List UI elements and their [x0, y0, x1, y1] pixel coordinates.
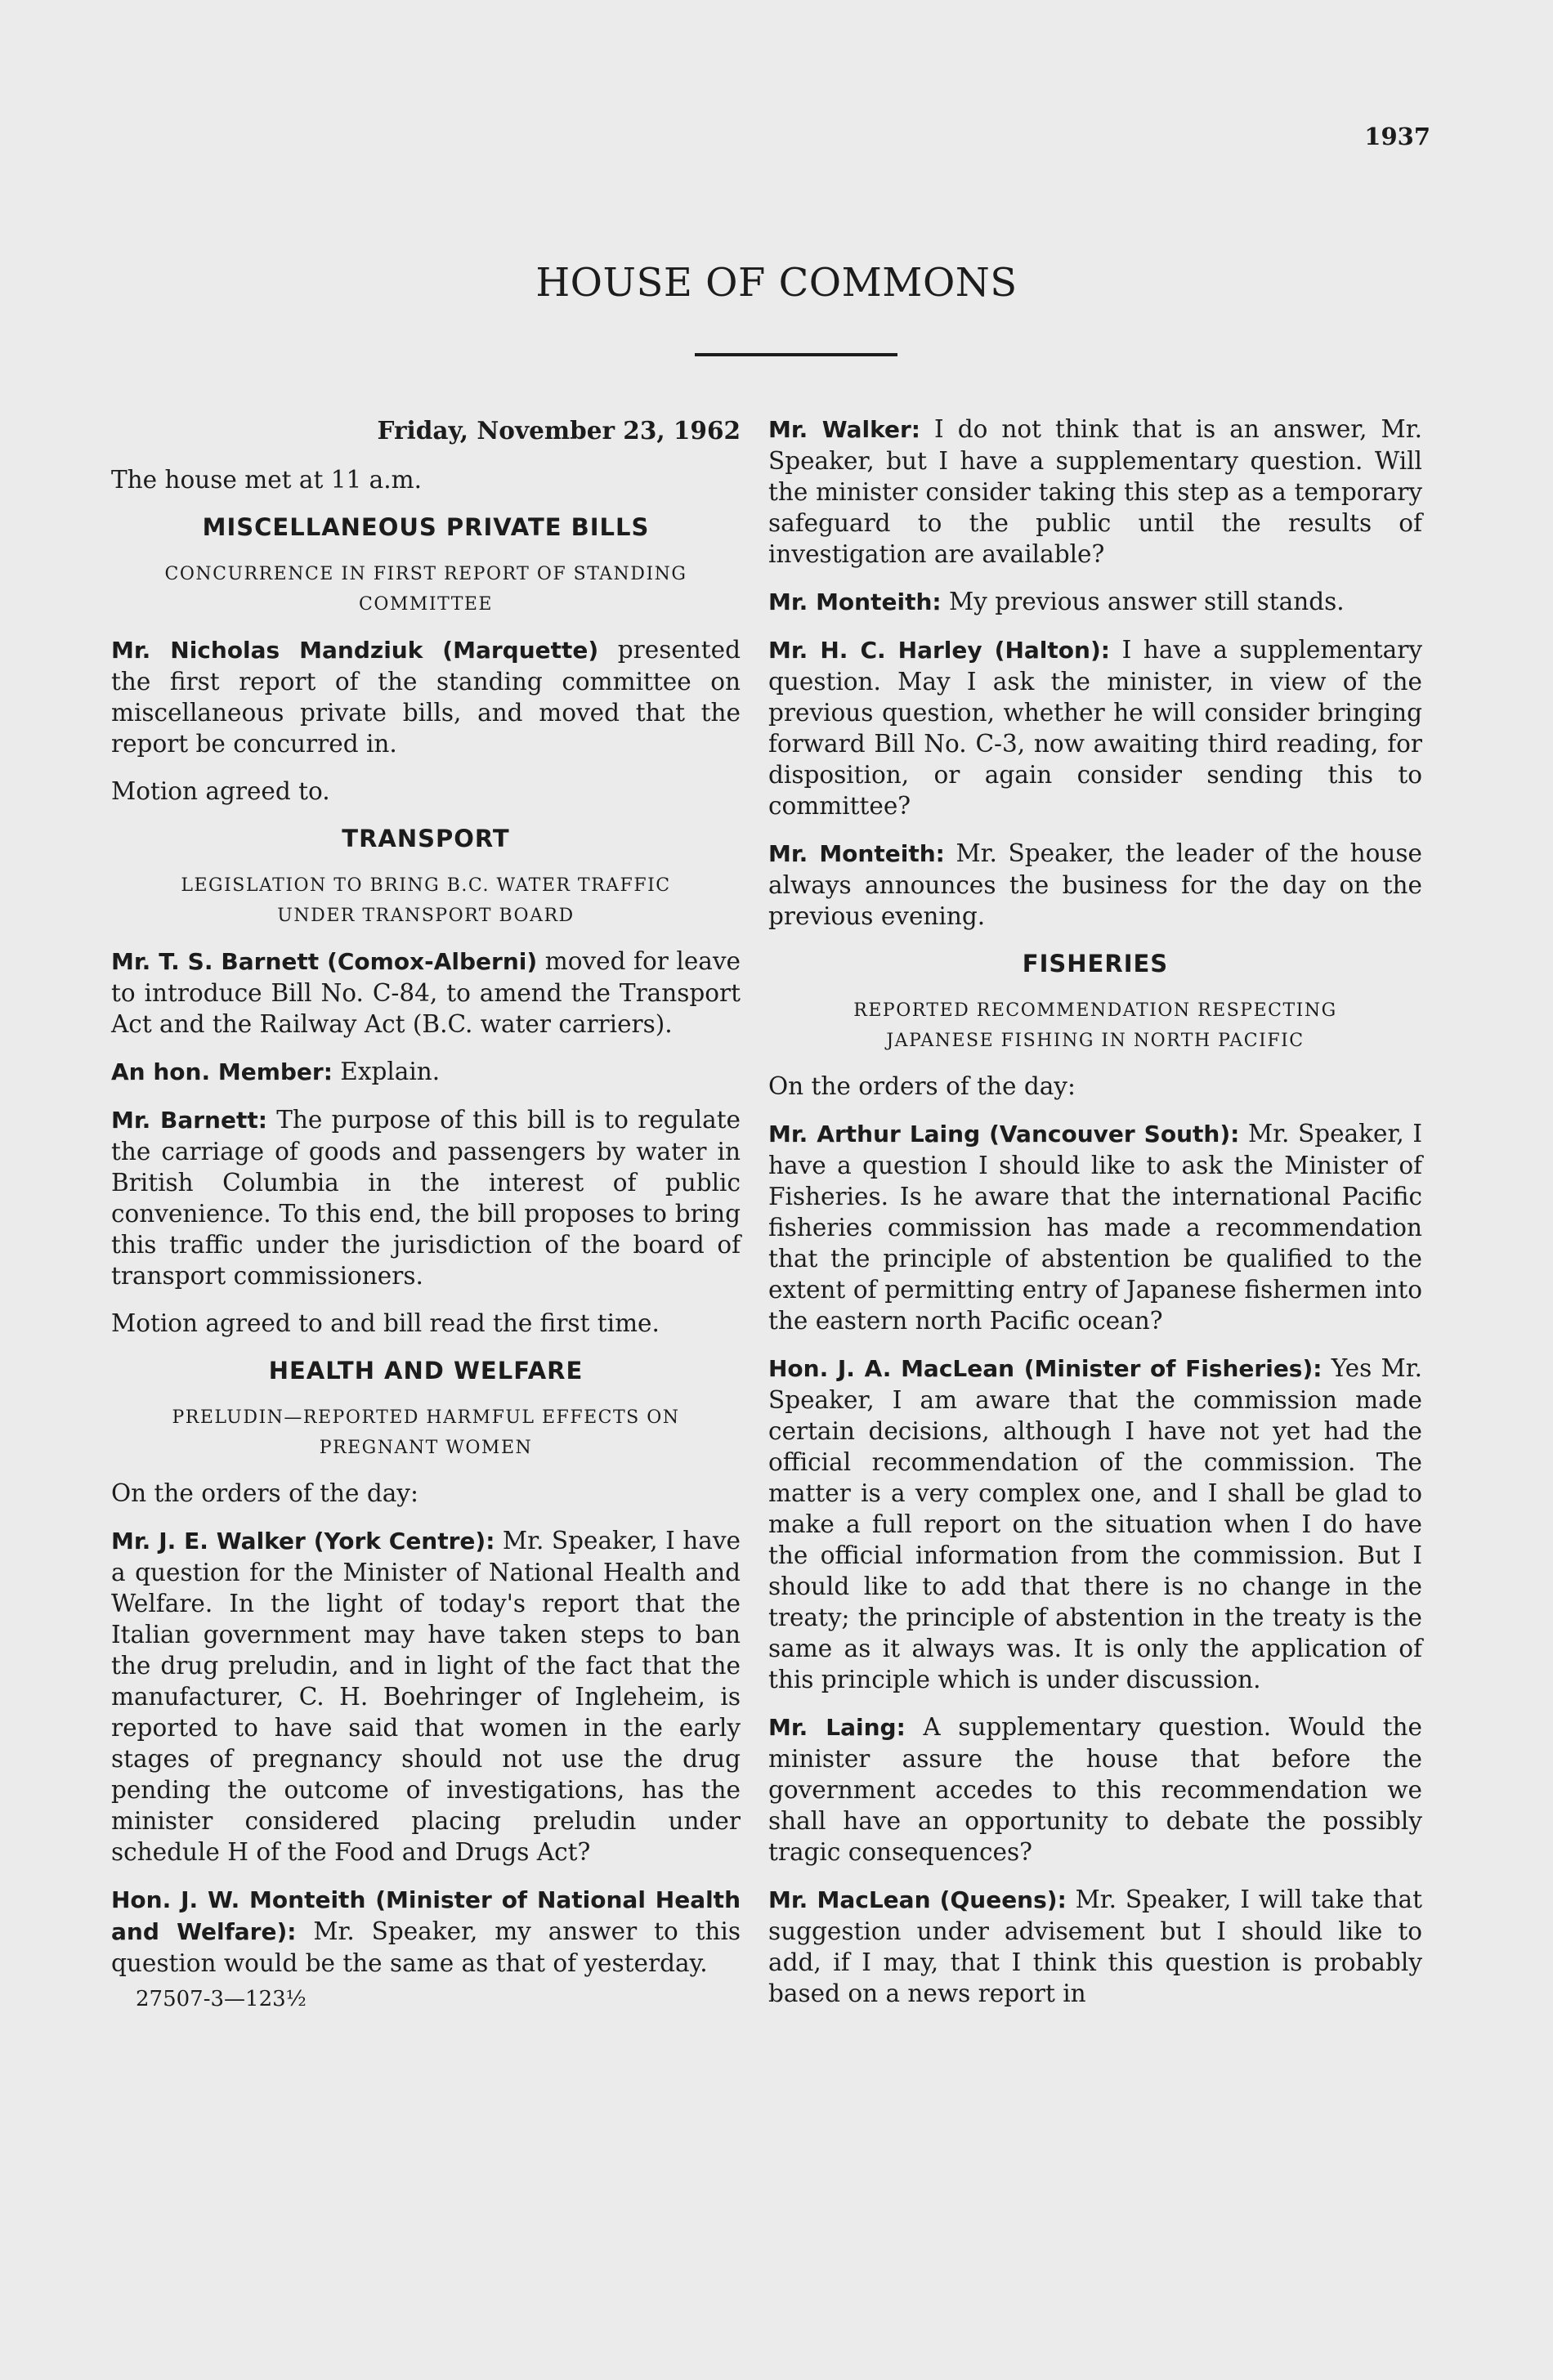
subheading-water-traffic: LEGISLATION TO BRING B.C. WATER TRAFFIC UNDER TRANSPORT BOARD [181, 875, 671, 926]
paragraph [768, 414, 1422, 570]
speaker-name: Mr. Laing: [768, 1714, 906, 1741]
paragraph: On the orders of the day: [111, 1479, 418, 1507]
speaker-name: Mr. Barnett: [111, 1107, 267, 1134]
page-title: HOUSE OF COMMONS [535, 260, 1018, 306]
paragraph-text: Mr. Speaker, the leader of the house always announces the business for the day on the previous evening. [768, 839, 1422, 930]
section-heading-health: HEALTH AND WELFARE [268, 1357, 584, 1385]
paragraph [111, 1056, 741, 1088]
speaker-name: Hon. J. A. MacLean (Minister of Fisheries): [768, 1355, 1323, 1382]
speaker-name: Mr. Walker: [768, 416, 920, 443]
right-column [768, 414, 1422, 2025]
speaker-name: Mr. H. C. Harley (Halton): [768, 637, 1110, 664]
paragraph [111, 634, 741, 759]
speaker-name: Mr. J. E. Walker (York Centre): [111, 1528, 495, 1555]
paragraph-text: The purpose of this bill is to regulate the carriage of goods and passengers by water in British Columbia in the interest of public convenience. To this end, the bill proposes to bring this traffic under the jurisdiction of the board of transport commissioners. [111, 1106, 741, 1290]
paragraph-text: A supplementary question. Would the minister assure the house that before the government accedes to this recommendation we shall have an opportunity to debate the possibly tragic consequences? [768, 1713, 1423, 1866]
paragraph: Motion agreed to and bill read the first time. [111, 1309, 660, 1337]
section-heading-transport: TRANSPORT [342, 825, 510, 852]
page-number: 1937 [1364, 123, 1430, 150]
speaker-name: An hon. Member: [111, 1058, 333, 1085]
dateline: Friday, November 23, 1962 [377, 416, 741, 445]
paragraph-text: presented the first report of the standing committee on miscellaneous private bills, and moved that the report be concurred in. [111, 636, 741, 758]
paragraph [768, 838, 1422, 932]
paragraph [111, 1525, 741, 1868]
paragraph-text: I do not think that is an answer, Mr. Speaker, but I have a supplementary question. Will the minister consider taking this step as a temporary safeguard to the public until the results of investigation are available? [768, 415, 1423, 568]
paragraph [111, 1884, 741, 1979]
paragraph-text: Mr. Speaker, I have a question for the Minister of National Health and Welfare. In the light of today's report that the Italian government may have taken steps to ban the drug preludin, and in light of the fact that the manufacturer, C. H. Boehringer of Ingleheim, is reported to have said that women in the early stages of pregnancy should not use the drug pending the outcome of investigations, has the minister considered placing preludin under schedule H of the Food and Drugs Act? [111, 1527, 741, 1866]
paragraph [768, 1353, 1422, 1695]
left-column [111, 415, 741, 2015]
paragraph-text: moved for leave to introduce Bill No. C-84, to amend the Transport Act and the Railway Act (B.C. water carriers). [111, 947, 741, 1038]
paragraph-text: My previous answer still stands. [941, 588, 1345, 615]
paragraph-text: I have a supplementary question. May I ask the minister, in view of the previous question, whether he will consider bringing forward Bill No. C-3, now awaiting third reading, for disposition, or again consider sending this to committee? [768, 636, 1422, 820]
subheading-committee-report: CONCURRENCE IN FIRST REPORT OF STANDING COMMITTEE [164, 564, 687, 615]
paragraph: Motion agreed to. [111, 777, 330, 805]
speaker-name: Mr. Arthur Laing (Vancouver South): [768, 1121, 1240, 1148]
speaker-name: Mr. T. S. Barnett (Comox-Alberni) [111, 948, 538, 975]
speaker-name: Mr. Nicholas Mandziuk (Marquette) [111, 637, 599, 664]
paragraph [768, 586, 1422, 618]
section-heading-private-bills: MISCELLANEOUS PRIVATE BILLS [202, 513, 650, 541]
paragraph [111, 1104, 741, 1291]
print-reference: 27507-3—123½ [136, 1987, 307, 2011]
speaker-name: Mr. Monteith: [768, 588, 942, 615]
paragraph [768, 1884, 1422, 2009]
paragraph-text: Explain. [332, 1058, 441, 1085]
sitting-opening: The house met at 11 a.m. [111, 466, 422, 494]
paragraph-text: Mr. Speaker, I will take that suggestion under advisement but I should like to add, if I may, that I think this question is probably based on a news report in [768, 1886, 1422, 2007]
section-heading-fisheries: FISHERIES [1022, 950, 1169, 978]
paragraph [768, 1711, 1422, 1868]
paragraph [111, 946, 741, 1040]
speaker-name: Mr. Monteith: [768, 840, 945, 867]
subheading-japanese-fishing: REPORTED RECOMMENDATION RESPECTING JAPANESE FISHING IN NORTH PACIFIC [853, 1000, 1337, 1051]
paragraph [768, 1118, 1422, 1336]
speaker-name: Hon. J. W. Monteith (Minister of National Health and Welfare): [111, 1886, 741, 1945]
title-rule [695, 353, 897, 356]
paragraph-text: Yes Mr. Speaker, I am aware that the commission made certain decisions, although I have not yet had the official recommendation of the commission. The matter is a very complex one, and I shall be glad to make a full report on the situation when I do have the official information from the commission. But I should like to add that there is no change in the treaty; the principle of abstention in the treaty is the same as it always was. It is only the application of this principle which is under discussion. [768, 1354, 1422, 1693]
paragraph-text: Mr. Speaker, my answer to this question would be the same as that of yesterday. [111, 1917, 741, 1977]
subheading-preludin: PRELUDIN—REPORTED HARMFUL EFFECTS ON PREGNANT WOMEN [172, 1407, 680, 1458]
paragraph [768, 634, 1422, 821]
speaker-name: Mr. MacLean (Queens): [768, 1886, 1067, 1913]
paragraph: On the orders of the day: [768, 1072, 1076, 1100]
paragraph-text: Mr. Speaker, I have a question I should like to ask the Minister of Fisheries. Is he aware that the international Pacific fisheries commission has made a recommendation that the principle of abstention be qualified to the extent of permitting entry of Japanese fishermen into the eastern north Pacific ocean? [768, 1120, 1422, 1335]
